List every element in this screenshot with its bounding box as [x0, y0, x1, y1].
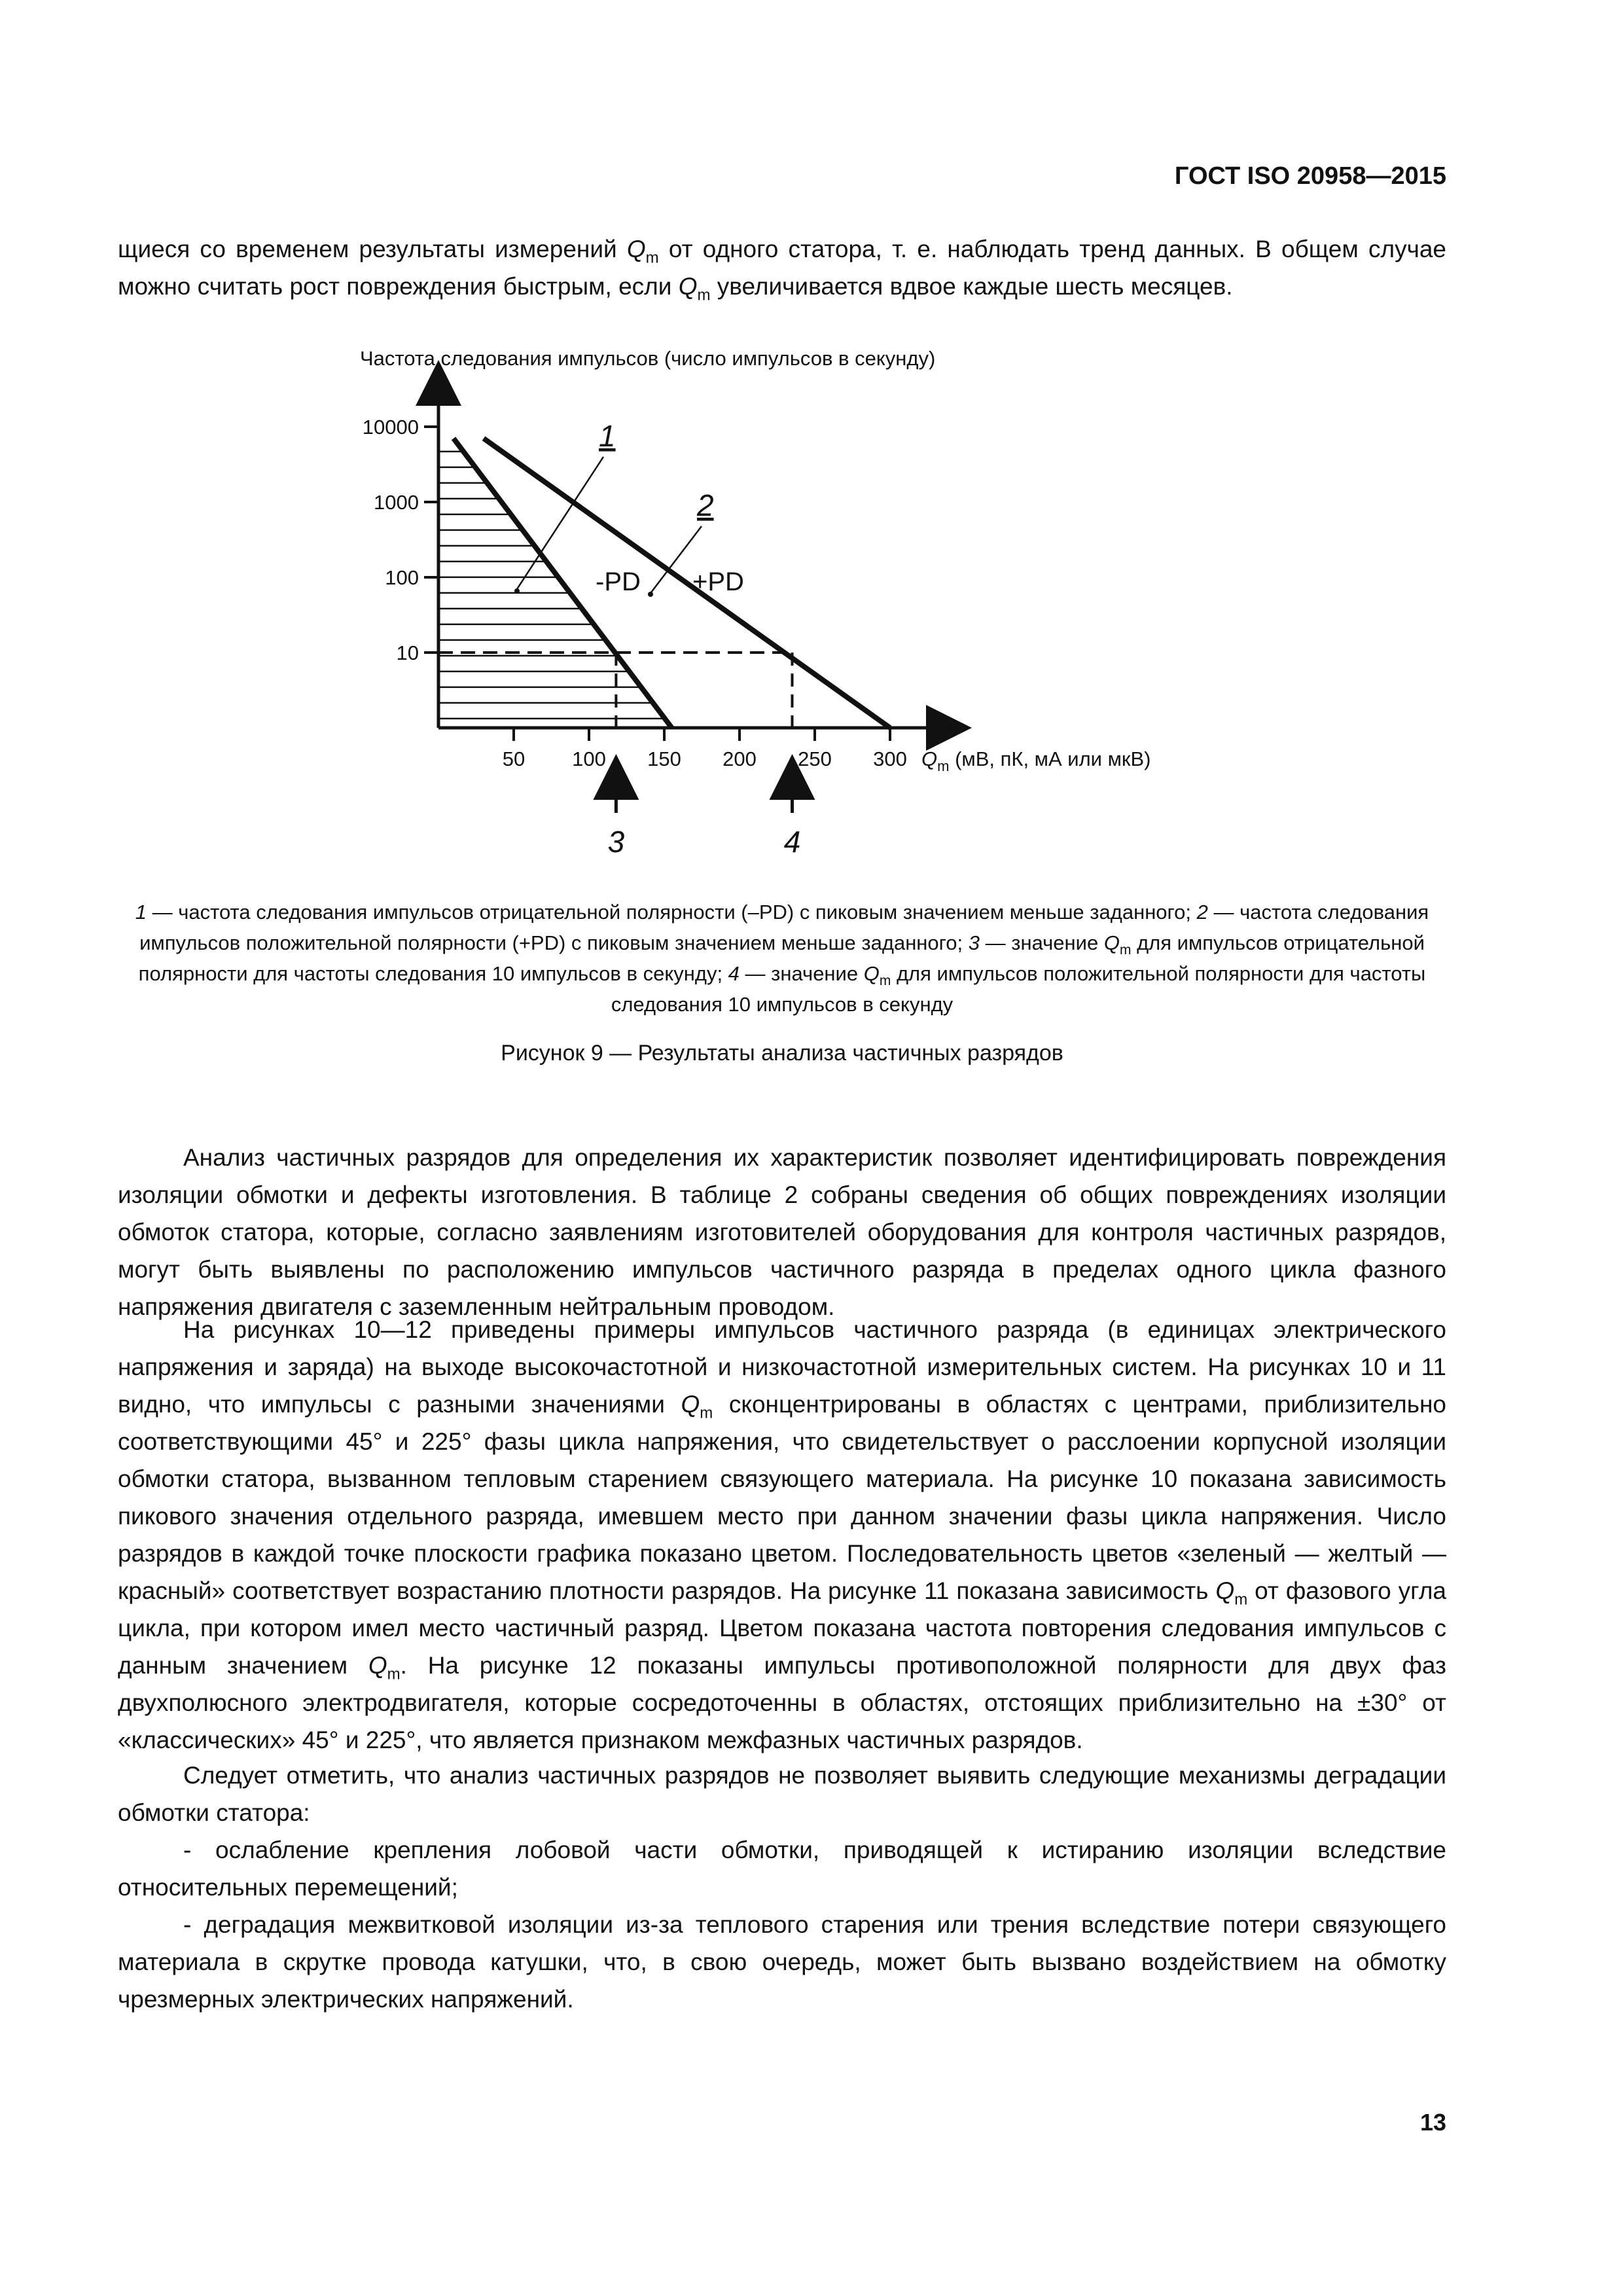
body-paragraph-2: На рисунках 10—12 приведены примеры импульсов частичного разряда (в единицах электрического напряжения и заряда) на выходе высокочастотной и низкочастотной измерительных систем. На рисунках 10 и 11 видно, что импульсы с разными значениями $Q_m$ сконцентрированы в областях с центрами, приблизительно соответствующими 45° и 225° фазы цикла напряжения, что свидетельствует о расслоении корпусной изоляции обмотки статора, вызванном тепловым старением связующего материала. На рисунке 10 показана зависимость пикового значения отдельного разряда, имевшем место при данном значении фазы цикла напряжения. Число разрядов в каждой точке плоскости графика показано цветом. Последовательность цветов «зеленый — желтый — красный» соответствует возрастанию плотности разрядов. На рисунке 11 показана зависимость $Q_m$ от фазового угла цикла, при котором имел место частичный разряд. Цветом показана частота повторения следования импульсов с данным значением $Q_m$. На рисунке 12 показаны импульсы противоположной полярности для двух фаз двухполюсного электродвигателя, которые сосредоточенны в областях, отстоящих приблизительно на ±30° от «классических» 45° и 225°, что является признаком межфазных частичных разрядов.	[118, 1316, 1447, 1753]
x-tick-label-50: 50	[502, 747, 526, 770]
x-tick-label-150: 150	[647, 747, 681, 770]
document-id: ГОСТ ISO 20958—2015	[1174, 162, 1446, 190]
x-tick-label-250: 250	[798, 747, 832, 770]
figure-legend: 1 — частота следования импульсов отрицательной полярности (–PD) с пиковым значением меньше заданного; 2 — частота следования импульсов положительной полярности (+PD) с пиковым значением меньше заданного; 3 — значение $Q_m$ для импульсов отрицательной полярности для частоты следования 10 импульсов в секунду; 4 — значение $Q_m$ для импульсов положительной полярности для частоты следования 10 импульсов в секунду	[135, 901, 1429, 1016]
y-axis-title: Частота следования импульсов (число импульсов в секунду)	[360, 347, 936, 370]
body-paragraph-3: Следует отметить, что анализ частичных разрядов не позволяет выявить следующие механизмы деградации обмотки статора:	[118, 1762, 1446, 1826]
y-tick-label-10000: 10000	[362, 416, 419, 439]
callout-label-1: 1	[599, 419, 616, 453]
x-tick-label-100: 100	[572, 747, 606, 770]
callout-label-2: 2	[697, 488, 714, 522]
x-tick-label-200: 200	[722, 747, 757, 770]
y-tick-label-1000: 1000	[374, 491, 419, 514]
callout-dot-2	[648, 592, 653, 597]
x-axis-title: $Q_m$ (мВ, пК, мА или мкВ)	[921, 747, 1151, 774]
pd-chart	[301, 340, 1243, 877]
pd-chart-svg	[301, 340, 1243, 877]
marker-label-3: 3	[607, 825, 625, 859]
list-item-2: - деградация межвитковой изоляции из-за теплового старения или трения вследствие потери связующего материала в скрутке провода катушки, что, в свою очередь, может быть вызвано воздействием на обмотку чрезмерных электрических напряжений.	[118, 1911, 1446, 2013]
intro-paragraph: щиеся со временем результаты измерений $Q_m$ от одного статора, т. е. наблюдать тренд данных. В общем случае можно считать рост повреждения быстрым, если $Q_m$ увеличивается вдвое каждые шесть месяцев.	[118, 236, 1447, 304]
page-number: 13	[1419, 2109, 1446, 2136]
body-paragraph-1: Анализ частичных разрядов для определения их характеристик позволяет идентифицировать повреждения изоляции обмотки и дефекты изготовления. В таблице 2 собраны сведения об общих повреждениях изоляции обмоток статора, которые, согласно заявлениям изготовителей оборудования для контроля частичных разрядов, могут быть выявлены по расположению импульсов частичного разряда в пределах одного цикла фазного напряжения двигателя с заземленным нейтральным проводом.	[118, 1144, 1446, 1320]
marker-label-4: 4	[783, 825, 801, 859]
y-tick-label-10: 10	[396, 641, 419, 664]
callout-dot-1	[514, 588, 520, 594]
list-item-1: - ослабление крепления лобовой части обмотки, приводящей к истиранию изоляции вследствие относительных перемещений;	[118, 1837, 1446, 1901]
series-label-minus-pd: -PD	[596, 567, 641, 596]
callout-leader-1	[517, 457, 603, 589]
x-tick-label-300: 300	[873, 747, 907, 770]
y-tick-label-100: 100	[385, 566, 419, 589]
series-line-plus-pd	[484, 439, 890, 728]
figure-title: Рисунок 9 — Результаты анализа частичных разрядов	[501, 1041, 1063, 1066]
series-label-plus-pd: +PD	[692, 567, 744, 596]
